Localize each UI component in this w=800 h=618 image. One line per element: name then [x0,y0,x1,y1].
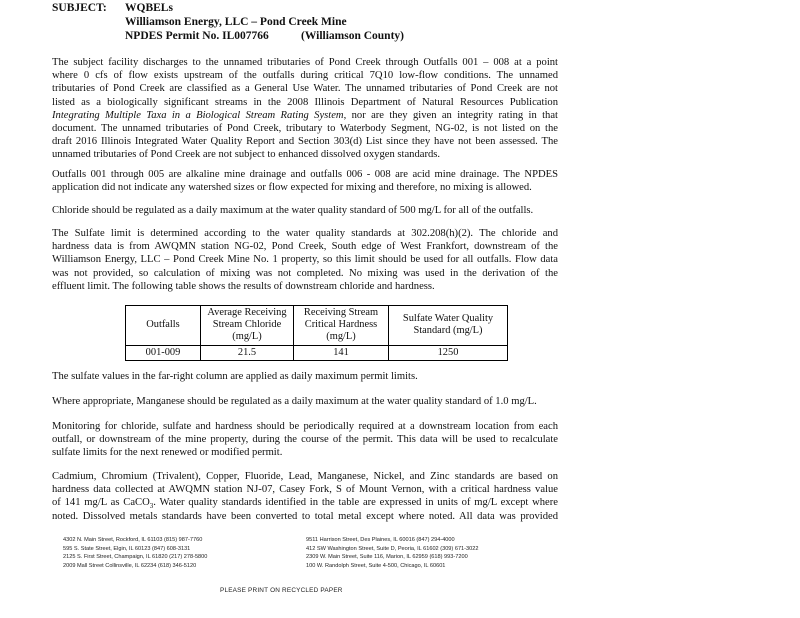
table-cell: 21.5 [201,345,294,360]
text-line: listed as a biologically significant streams in the 2008 Illinois Department of Natural Resources Publication [52,96,558,108]
column-header: Sulfate Water Quality Standard (mg/L) [389,306,508,346]
paragraph-discharge [52,56,558,162]
column-header: Receiving Stream Critical Hardness (mg/L) [294,306,389,346]
subject-value: WQBELs [125,2,173,14]
table-row [126,345,508,360]
text-line [52,109,558,122]
text-line: draft 2016 Illinois Integrated Water Quality Report and Section 303(d) List since they have not been assessed. The [52,136,558,148]
paragraph-monitoring [52,420,558,460]
column-header: Outfalls [146,319,180,331]
text-fragment: , nor are they given an integrity rating in that [343,109,559,121]
text-line: hardness data collected at AWQMN station NJ-07, Casey Fork, S of Mount Vernon, with a critical hardness value [52,484,558,496]
facility-name: Williamson Energy, LLC – Pond Creek Mine [125,16,347,28]
paragraph-metals [52,470,558,523]
text-fragment: of 141 mg/L as CaCO [52,497,150,509]
paragraph-manganese [52,395,558,408]
address-line: 2009 Mall Street Collinsville, IL 62234 (618) 346-5120 [63,562,197,569]
subscript: 3 [149,502,154,511]
address-line: 100 W. Randolph Street, Suite 4-500, Chicago, IL 60601 [306,562,446,569]
text-line: sulfate limits for the next renewed or modified permit. [52,447,283,459]
text-line: Chloride should be regulated as a daily maximum at the water quality standard of 500 mg/L for all of the outfalls. [52,205,534,216]
text-line: hardness data is from AWQMN station NG-02, Pond Creek, South edge of West Frankfort, downstream of the [52,241,558,253]
subject-label: SUBJECT: [52,2,107,14]
permit-number: NPDES Permit No. IL007766 [125,30,269,42]
address-line: 595 S. State Street, Elgin, IL 60123 (847) 608-3131 [63,545,191,552]
text-line: effluent limit. The following table shows the results of downstream chloride and hardness. [52,280,435,292]
paragraph-sulfate-note [52,370,558,383]
text-line: application did not indicate any watershed sizes or flow expected for mixing and therefore, no mixing is allowed. [52,182,532,194]
print-note: PLEASE PRINT ON RECYCLED PAPER [220,587,343,594]
footer-addresses-left [63,536,207,570]
text-fragment: . Water quality standards identified in the table are expressed in units of mg/L except where [153,497,558,509]
address-line: 9511 Harrison Street, Des Plaines, IL 60016 (847) 294-4000 [306,537,455,543]
text-line: noted. Dissolved metals standards have been converted to total metal except where noted. All data was provided [52,510,558,522]
text-line: The Sulfate limit is determined according to the water quality standards at 302.208(h)(2). The chloride and [52,228,558,239]
publication-title: Integrating Multiple Taxa in a Biological Stream Rating System [52,109,344,121]
text-line [52,496,558,509]
address-line: 4302 N. Main Street, Rockford, IL 61103 (815) 987-7760 [63,537,203,543]
text-line: unnamed tributaries of Pond Creek are not subject to enhanced dissolved oxygen standards. [52,149,441,161]
sulfate-table [125,305,508,361]
text-line: tributaries of Pond Creek are classified as a General Use Water. The unnamed tributaries of Pond Creek are not [52,83,558,95]
paragraph-outfalls [52,168,558,194]
paragraph-sulfate [52,227,558,293]
table-cell: 001-009 [126,345,201,360]
text-line: Monitoring for chloride, sulfate and hardness should be periodically required at a downstream location from each [52,421,558,432]
address-line: 412 SW Washington Street, Suite D, Peoria, IL 61602 (309) 671-3022 [306,545,479,552]
table-header-row [126,306,508,346]
text-line: The sulfate values in the far-right column are applied as daily maximum permit limits. [52,371,418,382]
table-cell: 141 [294,345,389,360]
text-line: document. The unnamed tributaries of Pond Creek, tributary to Waterbody Segment, NG-02, is not listed on the [52,123,558,135]
county: (Williamson County) [301,30,404,42]
column-header: Average Receiving Stream Chloride (mg/L) [201,306,294,346]
table-cell: 1250 [389,345,508,360]
address-line: 2309 W. Main Street, Suite 116, Marion, IL 62959 (618) 993-7200 [306,554,468,561]
text-line: Where appropriate, Manganese should be regulated as a daily maximum at the water quality standard of 1.0 mg/L. [52,396,537,407]
text-line: The subject facility discharges to the unnamed tributaries of Pond Creek through Outfalls 001 – 008 at a point [52,57,558,68]
text-line: Cadmium, Chromium (Trivalent), Copper, Fluoride, Lead, Manganese, Nickel, and Zinc standards are based on [52,471,558,482]
text-line: where 0 cfs of flow exists upstream of the outfalls during critical 7Q10 low-flow conditions. The unnamed [52,70,558,82]
text-line: Williamson Energy, LLC – Pond Creek Mine No. 1 property, so this limit should be used for all outfalls. Flow data [52,254,558,266]
text-line: Outfalls 001 through 005 are alkaline mine drainage and outfalls 006 - 008 are acid mine drainage. The NPDES [52,169,558,180]
footer-addresses-right [306,536,478,570]
text-line: outfall, or downstream of the mine property, during the course of the permit. This data will be used to recalculate [52,434,558,446]
address-line: 2125 S. First Street, Champaign, IL 61820 (217) 278-5800 [63,554,208,561]
text-line: was not provided, so calculation of mixing was not completed. No mixing was used in the derivation of the [52,267,558,279]
paragraph-chloride [52,204,558,217]
